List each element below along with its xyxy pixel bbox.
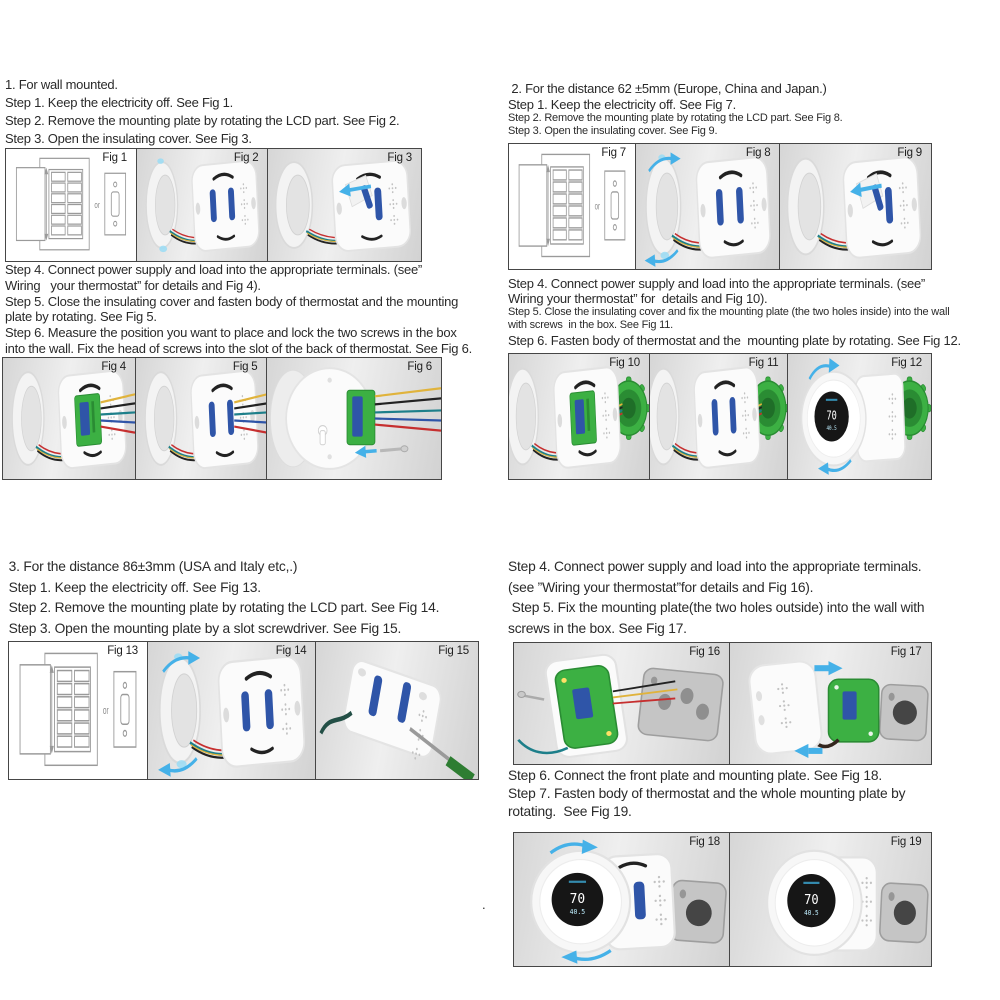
figure-label: Fig 4 bbox=[101, 361, 126, 373]
svg-text:40.5: 40.5 bbox=[569, 907, 586, 916]
instruction-line: Step 6. Connect the front plate and mounting plate. See Fig 18. bbox=[508, 768, 882, 783]
rotate-front-wallbox-illustration bbox=[514, 833, 729, 966]
fig-17-panel bbox=[729, 642, 932, 765]
instruction-line: Step 5. Fix the mounting plate(the two holes outside) into the wall with bbox=[508, 600, 925, 616]
figure-label: Fig 5 bbox=[232, 361, 258, 373]
fig-5-panel bbox=[135, 357, 268, 480]
fig-3-panel bbox=[267, 148, 422, 262]
section-2-steps-4-6 bbox=[508, 276, 961, 348]
covered-terminals-illustration bbox=[136, 358, 267, 479]
instruction-line: plate by rotating. See Fig 5. bbox=[5, 309, 157, 325]
rotate-lcd-back-arrows-illustration bbox=[636, 144, 780, 269]
fig-4-panel bbox=[2, 357, 136, 480]
instruction-line: rotating. See Fig 19. bbox=[508, 804, 632, 820]
instruction-line: with screws in the box. See Fig 11. bbox=[508, 319, 674, 332]
breaker-box-drawing-illustration bbox=[6, 149, 136, 261]
section-2-intro-steps bbox=[508, 81, 843, 138]
figures-row-1-3 bbox=[5, 148, 422, 262]
fig-13-panel bbox=[8, 641, 148, 780]
open-insulating-cover-illustration bbox=[780, 144, 931, 269]
instruction-line: (see ”Wiring your thermostat”for details and Fig 16). bbox=[508, 579, 814, 595]
frontplate-green-wallbox-illustration bbox=[730, 643, 931, 764]
fig-14-panel bbox=[147, 641, 317, 780]
figures-row-10-12 bbox=[508, 353, 932, 480]
fig-19-panel bbox=[729, 832, 932, 967]
instruction-line: Step 4. Connect power supply and load into the appropriate terminals. bbox=[508, 559, 922, 574]
fig-10-panel bbox=[508, 353, 650, 480]
svg-text:40.5: 40.5 bbox=[826, 425, 837, 433]
instruction-line: Step 2. Remove the mounting plate by rotating the LCD part. See Fig 8. bbox=[508, 112, 843, 125]
figure-label: Fig 18 bbox=[689, 836, 720, 848]
section-3-intro-steps bbox=[5, 557, 439, 639]
svg-text:70: 70 bbox=[569, 891, 586, 907]
fig-2-panel bbox=[136, 148, 269, 262]
fig-8-panel bbox=[635, 143, 781, 270]
fig-7-panel bbox=[508, 143, 636, 270]
section-4-steps-4-5 bbox=[508, 557, 924, 639]
covered-terminals-greenbox-illustration bbox=[650, 354, 788, 479]
figures-row-7-9 bbox=[508, 143, 932, 270]
figure-label: Fig 11 bbox=[748, 357, 779, 369]
figure-label: Fig 9 bbox=[897, 147, 922, 159]
front-mounted-wallbox-illustration bbox=[730, 833, 931, 966]
figures-row-4-6 bbox=[2, 357, 442, 480]
instruction-line: Step 3. Open the insulating cover. See Fig 9. bbox=[508, 125, 718, 138]
fig-12-panel bbox=[787, 353, 932, 480]
instruction-line: screws in the box. See Fig 17. bbox=[508, 620, 687, 636]
instruction-line: into the wall. Fix the head of screws into the slot of the back of thermostat. See Fig 6. bbox=[5, 340, 472, 356]
figure-label: Fig 15 bbox=[438, 645, 469, 657]
figure-label: Fig 19 bbox=[890, 836, 922, 848]
figure-label: Fig 1 bbox=[102, 152, 127, 164]
svg-text:or: or bbox=[94, 199, 100, 211]
instruction-line: Step 2. Remove the mounting plate by rotating the LCD part. See Fig 14. bbox=[5, 600, 440, 616]
section-4-steps-6-7 bbox=[508, 767, 905, 822]
instruction-line: Step 7. Fasten body of thermostat and the whole mounting plate by bbox=[508, 786, 906, 802]
instruction-line: 1. For wall mounted. bbox=[5, 77, 118, 92]
instruction-line: Step 1. Keep the electricity off. See Fig 13. bbox=[5, 579, 261, 595]
figure-label: Fig 2 bbox=[233, 152, 259, 164]
breaker-box-drawing-illustration bbox=[9, 642, 147, 779]
open-insulating-cover-illustration bbox=[268, 149, 421, 261]
fig-1-panel bbox=[5, 148, 137, 262]
figure-label: Fig 3 bbox=[387, 152, 412, 164]
fig-9-panel bbox=[779, 143, 932, 270]
rotate-front-greenbox-illustration bbox=[788, 354, 931, 479]
figure-label: Fig 12 bbox=[891, 357, 922, 369]
rotate-lcd-back-illustration bbox=[137, 149, 268, 261]
figure-label: Fig 16 bbox=[689, 646, 720, 658]
fig-18-panel bbox=[513, 832, 730, 967]
instruction-line: 2. For the distance 62 ±5mm (Europe, China and Japan.) bbox=[508, 81, 827, 96]
figure-label: Fig 10 bbox=[609, 357, 640, 369]
instruction-line: Step 4. Connect power supply and load into the appropriate terminals. (see” bbox=[508, 276, 926, 291]
instruction-line: 3. For the distance 86±3mm (USA and Italy etc,.) bbox=[5, 559, 298, 574]
green-plate-wallbox-illustration bbox=[514, 643, 729, 764]
instruction-line: Step 5. Close the insulating cover and fix the mounting plate (the two holes inside) into the wall bbox=[508, 306, 950, 318]
figure-label: Fig 13 bbox=[107, 645, 138, 657]
instruction-line: Step 4. Connect power supply and load into the appropriate terminals. (see” bbox=[5, 262, 423, 277]
figure-label: Fig 8 bbox=[745, 147, 771, 159]
section-1-steps-4-6 bbox=[5, 262, 472, 357]
section-1-intro-steps bbox=[5, 76, 399, 148]
figure-label: Fig 17 bbox=[890, 646, 922, 658]
fig-15-panel bbox=[315, 641, 479, 780]
svg-text:or: or bbox=[102, 704, 109, 717]
stray-dot: . bbox=[482, 897, 486, 912]
instruction-line: Step 6. Measure the position you want to place and lock the two screws in the box bbox=[5, 325, 457, 341]
fig-16-panel bbox=[513, 642, 730, 765]
figure-label: Fig 7 bbox=[601, 147, 626, 159]
instruction-line: Wiring your thermostat” for details and Fig 10). bbox=[508, 291, 768, 306]
breaker-box-drawing-illustration bbox=[509, 144, 635, 269]
svg-text:70: 70 bbox=[826, 407, 837, 424]
instruction-line: Step 3. Open the insulating cover. See Fig 3. bbox=[5, 131, 252, 146]
svg-text:40.5: 40.5 bbox=[803, 909, 819, 918]
thermostat-back-screws-illustration bbox=[267, 358, 441, 479]
fig-6-panel bbox=[266, 357, 442, 480]
wired-terminals-illustration bbox=[3, 358, 135, 479]
instruction-line: Step 2. Remove the mounting plate by rotating the LCD part. See Fig 2. bbox=[5, 113, 400, 128]
instruction-line: Wiring your thermostat” for details and Fig 4). bbox=[5, 277, 261, 293]
instruction-line: Step 3. Open the mounting plate by a slot screwdriver. See Fig 15. bbox=[5, 620, 402, 636]
figures-row-13-15 bbox=[8, 641, 479, 780]
instruction-line: Step 1. Keep the electricity off. See Fig 1. bbox=[5, 95, 233, 110]
svg-text:or: or bbox=[594, 201, 600, 213]
plate-slot-screwdriver-illustration bbox=[316, 642, 478, 779]
instruction-line: Step 5. Close the insulating cover and fasten body of thermostat and the mounting bbox=[5, 293, 459, 309]
rotate-lcd-back-arrows-illustration bbox=[148, 642, 316, 779]
figures-row-18-19 bbox=[513, 832, 932, 967]
figure-label: Fig 6 bbox=[407, 361, 432, 373]
figures-row-16-17 bbox=[513, 642, 932, 765]
svg-text:70: 70 bbox=[803, 891, 819, 908]
instruction-line: Step 1. Keep the electricity off. See Fig 7. bbox=[508, 96, 736, 112]
instruction-line: Step 6. Fasten body of thermostat and the mounting plate by rotating. See Fig 12. bbox=[508, 332, 961, 348]
wired-terminals-greenbox-illustration bbox=[509, 354, 649, 479]
fig-11-panel bbox=[649, 353, 789, 480]
figure-label: Fig 14 bbox=[275, 645, 307, 657]
